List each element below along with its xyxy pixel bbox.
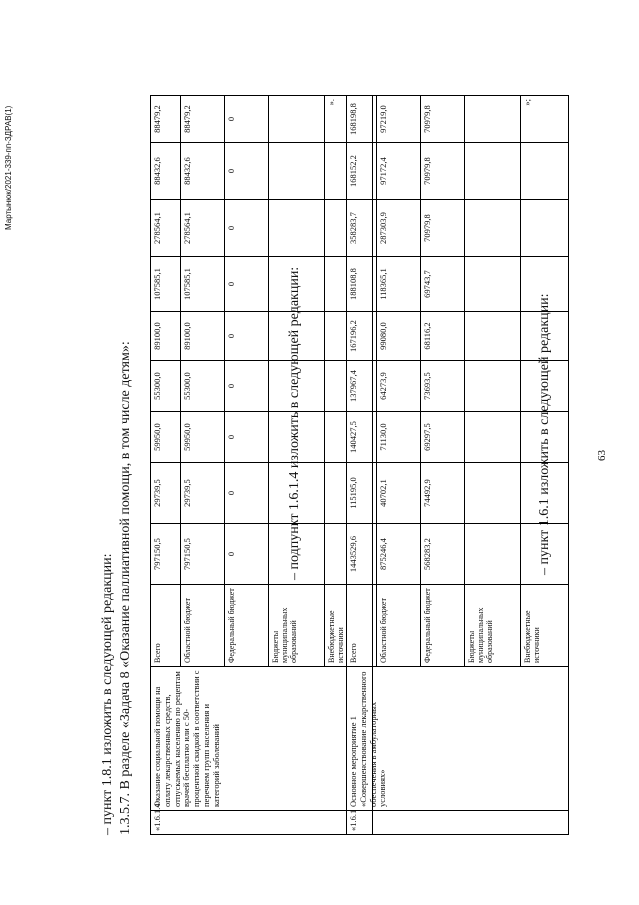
value-cell xyxy=(465,143,521,200)
value-cell: 88479,2 xyxy=(151,96,181,143)
value-cell xyxy=(325,524,373,585)
value-cell: 71130,0 xyxy=(377,412,421,463)
value-cell: 70979,8 xyxy=(421,143,465,200)
value-cell xyxy=(269,361,325,412)
closing-quote: ». xyxy=(326,99,336,106)
value-cell xyxy=(465,257,521,312)
value-cell: 0 xyxy=(225,257,269,312)
value-cell: 137967,4 xyxy=(347,361,377,412)
value-cell xyxy=(465,312,521,361)
item-name: Оказание социальной помощи на оплату лекарственных средств, отпускаемых населению по рецептам врачей бесплатно или с 50-процентной скидкой в соответствии с перечнем групп населения и категорий заболеваний xyxy=(151,667,373,811)
value-cell xyxy=(465,361,521,412)
value-cell: 55300,0 xyxy=(151,361,181,412)
value-cell: 88432,6 xyxy=(181,143,225,200)
value-cell: 0 xyxy=(225,463,269,524)
value-cell: 89100,0 xyxy=(181,312,225,361)
value-cell: 69297,5 xyxy=(421,412,465,463)
value-cell: 168152,2 xyxy=(347,143,377,200)
value-cell xyxy=(325,361,373,412)
item-name: Основное мероприятие 1 «Совершенствование лекарственного обеспечения в амбулаторных условиях» xyxy=(347,667,569,811)
item-number: «1.6.1.4 xyxy=(151,811,373,835)
value-cell xyxy=(325,463,373,524)
value-cell: 0 xyxy=(225,96,269,143)
value-cell xyxy=(325,143,373,200)
instruction-line-2: – подпункт 1.6.1.4 изложить в следующей редакции: xyxy=(287,266,302,580)
value-cell: 115195,0 xyxy=(347,463,377,524)
value-cell xyxy=(465,524,521,585)
instruction-line-4: – пункт 1.8.1 изложить в следующей редакции: xyxy=(100,553,115,835)
value-cell: 74492,9 xyxy=(421,463,465,524)
instruction-line-1: – пункт 1.6.1 изложить в следующей редакции: xyxy=(537,293,552,575)
value-cell xyxy=(269,96,325,143)
page-number: 63 xyxy=(596,450,608,461)
value-cell: 29739,5 xyxy=(181,463,225,524)
value-cell: 0 xyxy=(225,200,269,257)
funding-source: Внебюджетные источники xyxy=(521,585,569,667)
value-cell xyxy=(521,463,569,524)
value-cell: 68116,2 xyxy=(421,312,465,361)
value-cell xyxy=(269,200,325,257)
value-cell: 278564,1 xyxy=(181,200,225,257)
value-cell xyxy=(465,96,521,143)
value-cell: 0 xyxy=(225,412,269,463)
value-cell: 140427,5 xyxy=(347,412,377,463)
funding-source: Всего xyxy=(347,585,377,667)
value-cell: 875246,4 xyxy=(377,524,421,585)
value-cell: 97172,4 xyxy=(377,143,421,200)
value-cell: 97219,0 xyxy=(377,96,421,143)
funding-source: Областной бюджет xyxy=(377,585,421,667)
value-cell: 0 xyxy=(225,143,269,200)
value-cell xyxy=(521,361,569,412)
value-cell: 188108,8 xyxy=(347,257,377,312)
item-number: «1.6.1 xyxy=(347,811,569,835)
funding-source: Всего xyxy=(151,585,181,667)
value-cell: 64273,9 xyxy=(377,361,421,412)
value-cell: 0 xyxy=(225,361,269,412)
value-cell: 568283,2 xyxy=(421,524,465,585)
value-cell: 168198,8 xyxy=(347,96,377,143)
table-item-1-6-1-4 xyxy=(150,50,373,835)
table-item-1-6-1 xyxy=(346,50,569,835)
value-cell xyxy=(269,312,325,361)
value-cell xyxy=(521,143,569,200)
value-cell: 797150,5 xyxy=(181,524,225,585)
value-cell: 797150,5 xyxy=(151,524,181,585)
value-cell: 167196,2 xyxy=(347,312,377,361)
value-cell: 88432,6 xyxy=(151,143,181,200)
value-cell xyxy=(521,412,569,463)
value-cell: 107585,1 xyxy=(151,257,181,312)
value-cell xyxy=(269,257,325,312)
document-code: Мартынюк/2021-339-пп-ЗДРАВ(1) xyxy=(4,105,13,230)
value-cell xyxy=(521,200,569,257)
value-cell xyxy=(521,524,569,585)
value-cell xyxy=(325,200,373,257)
value-cell: 29739,5 xyxy=(151,463,181,524)
value-cell: 70979,8 xyxy=(421,96,465,143)
funding-source: Бюджеты муниципальных образований xyxy=(269,585,325,667)
value-cell: 0 xyxy=(225,312,269,361)
value-cell: 59950,0 xyxy=(151,412,181,463)
value-cell: 88479,2 xyxy=(181,96,225,143)
value-cell xyxy=(325,412,373,463)
value-cell: 0 xyxy=(225,524,269,585)
value-cell: 59950,0 xyxy=(181,412,225,463)
value-cell: 118365,1 xyxy=(377,257,421,312)
value-cell: 278564,1 xyxy=(151,200,181,257)
value-cell xyxy=(521,312,569,361)
funding-source: Федеральный бюджет xyxy=(225,585,269,667)
value-cell: 287303,9 xyxy=(377,200,421,257)
value-cell xyxy=(269,524,325,585)
value-cell xyxy=(269,463,325,524)
value-cell xyxy=(521,257,569,312)
closing-quote: »; xyxy=(522,99,532,106)
funding-source: Областной бюджет xyxy=(181,585,225,667)
value-cell xyxy=(465,200,521,257)
value-cell xyxy=(325,257,373,312)
value-cell xyxy=(269,143,325,200)
funding-source: Бюджеты муниципальных образований xyxy=(465,585,521,667)
value-cell: 70979,8 xyxy=(421,200,465,257)
value-cell xyxy=(325,96,373,143)
value-cell: 358283,7 xyxy=(347,200,377,257)
value-cell xyxy=(465,412,521,463)
value-cell: 1443529,6 xyxy=(347,524,377,585)
value-cell: 40702,1 xyxy=(377,463,421,524)
value-cell: 73693,5 xyxy=(421,361,465,412)
value-cell xyxy=(269,412,325,463)
value-cell xyxy=(325,312,373,361)
value-cell: 99080,0 xyxy=(377,312,421,361)
funding-source: Внебюджетные источники xyxy=(325,585,373,667)
value-cell: 69743,7 xyxy=(421,257,465,312)
funding-source: Федеральный бюджет xyxy=(421,585,465,667)
value-cell xyxy=(465,463,521,524)
value-cell: 55300,0 xyxy=(181,361,225,412)
value-cell xyxy=(521,96,569,143)
table-row xyxy=(151,51,181,835)
value-cell: 107585,1 xyxy=(181,257,225,312)
instruction-line-3: 1.3.5.7. В разделе «Задача 8 «Оказание паллиативной помощи, в том числе детям»: xyxy=(118,341,133,835)
value-cell: 89100,0 xyxy=(151,312,181,361)
